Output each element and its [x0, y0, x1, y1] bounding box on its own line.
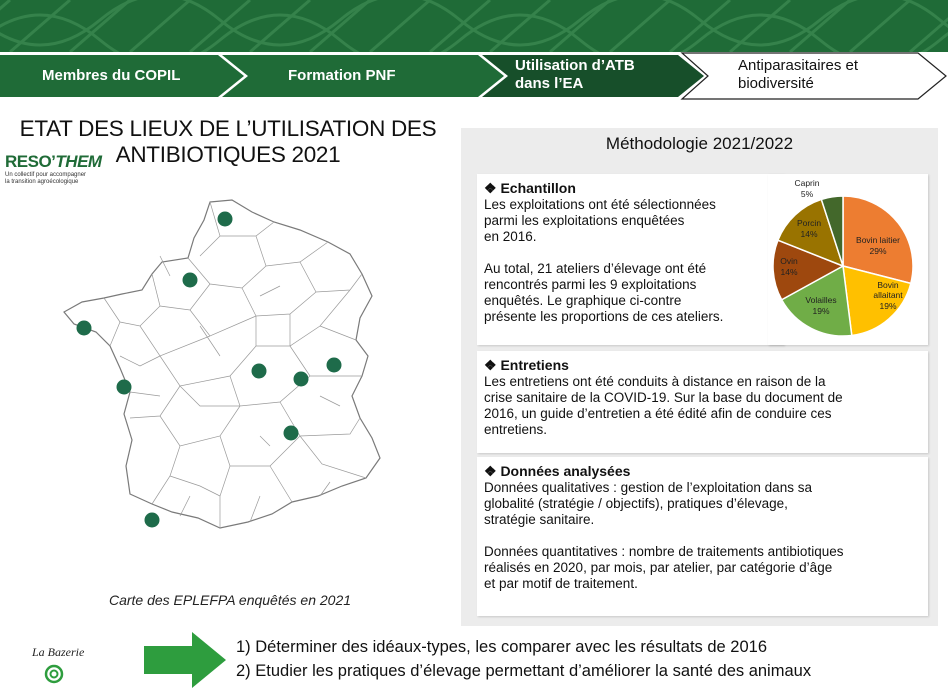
resothem-tagline-2: la transition agroécologique [5, 179, 79, 185]
map-pin [218, 212, 233, 227]
tab-membres-copil[interactable]: Membres du COPIL [42, 67, 181, 84]
donnees-text-4: Données quantitatives : nombre de traitements antibiotiques [484, 544, 844, 559]
pie-label-bovin-allaitant-1: Bovin [877, 280, 899, 290]
entretiens-text-2: crise sanitaire de la COVID-19. Sur la base du document de [484, 390, 843, 405]
entretiens-heading: ❖ Entretiens [484, 357, 569, 373]
arrow-right-icon [142, 630, 232, 690]
map-pin [294, 372, 309, 387]
tab-utilisation-atb-line2: dans l’EA [515, 75, 584, 92]
resothem-name-b: THEM [55, 152, 102, 171]
pie-label-ovin: Ovin [780, 256, 798, 266]
donnees-text-5: réalisés en 2020, par mois, par atelier, par catégorie d’âge [484, 560, 833, 575]
pie-value-volailles: 19% [812, 306, 830, 316]
resothem-logo-text [5, 152, 102, 172]
pie-value-bovin-laitier: 29% [869, 246, 887, 256]
top-banner [0, 0, 948, 52]
donnees-text-6: et par motif de traitement. [484, 576, 638, 591]
echantillon-text-3: en 2016. [484, 229, 537, 244]
pie-label-porcin: Porcin [796, 218, 822, 228]
la-bazerie-logo [30, 640, 90, 693]
tab-antiparasitaires-line2: biodiversité [738, 75, 814, 92]
map-caption: Carte des EPLEFPA enquêtés en 2021 [108, 592, 352, 608]
pie-label-bovin-laitier: Bovin laitier [856, 235, 900, 245]
donnees-heading: ❖ Données analysées [484, 463, 631, 479]
conclusion-1: 1) Déterminer des idéaux-types, les comparer avec les résultats de 2016 [236, 638, 768, 656]
banner-pattern [0, 0, 948, 52]
methodology-title: Méthodologie 2021/2022 [605, 134, 794, 153]
resothem-tagline-1: Un collectif pour accompagner [5, 172, 87, 178]
france-map-svg [60, 196, 400, 541]
pie-value-caprin: 5% [800, 189, 814, 199]
map-pin [327, 358, 342, 373]
pie-slices [773, 196, 913, 336]
tab-utilisation-atb[interactable] [515, 57, 635, 93]
echantillon-text-6: enquêtés. Le graphique ci-contre [484, 293, 682, 308]
spiral-icon [46, 666, 62, 682]
resothem-logo [5, 152, 102, 186]
spiral-icon-inner [51, 671, 58, 678]
entretiens-text-4: entretiens. [484, 422, 548, 437]
echantillon-text-1: Les exploitations ont été sélectionnées [484, 197, 716, 212]
tab-antiparasitaires-line1: Antiparasitaires et [738, 57, 859, 74]
pie-label-volailles: Volailles [805, 295, 837, 305]
france-map [60, 196, 400, 541]
entretiens-text-1: Les entretiens ont été conduits à distance en raison de la [484, 374, 826, 389]
echantillon-text-7: présente les proportions de ces ateliers. [484, 309, 724, 324]
tab-utilisation-atb-line1: Utilisation d’ATB [515, 57, 635, 74]
echantillon-box [477, 174, 784, 345]
resothem-tagline [5, 172, 95, 186]
map-pin [145, 513, 160, 528]
conclusion-2: 2) Etudier les pratiques d’élevage permettant d’améliorer la santé des animaux [236, 662, 812, 680]
map-pin [284, 426, 299, 441]
donnees-text-1: Données qualitatives : gestion de l’exploitation dans sa [484, 480, 812, 495]
pie-label-bovin-allaitant-2: allaitant [873, 290, 903, 300]
donnees-text-3: stratégie sanitaire. [484, 512, 595, 527]
echantillon-text-5: rencontrés parmi les 9 exploitations [484, 277, 697, 292]
la-bazerie-logo-text: La Bazerie [32, 645, 85, 659]
map-pin [183, 273, 198, 288]
pie-value-porcin: 14% [800, 229, 818, 239]
la-bazerie-logo-svg [30, 640, 90, 688]
tab-antiparasitaires[interactable] [738, 57, 858, 93]
entretiens-box [477, 351, 928, 453]
resothem-name-a: RESO’ [5, 152, 56, 171]
page-title-line2: ANTIBIOTIQUES 2021 [115, 142, 341, 167]
echantillon-text-2: parmi les exploitations enquêtées [484, 213, 685, 228]
donnees-box [477, 457, 928, 616]
map-pin [252, 364, 267, 379]
donnees-text-2: globalité (stratégie / objectifs), pratiques d’élevage, [484, 496, 788, 511]
echantillon-text-4: Au total, 21 ateliers d’élevage ont été [484, 261, 707, 276]
map-pin [77, 321, 92, 336]
page-title-line1: ETAT DES LIEUX DE L’UTILISATION DES [19, 116, 437, 141]
map-pin [117, 380, 132, 395]
echantillon-heading: ❖ Echantillon [484, 180, 576, 196]
pie-label-caprin: Caprin [794, 178, 820, 188]
pie-value-bovin-allaitant: 19% [879, 301, 897, 311]
tab-formation-pnf[interactable]: Formation PNF [288, 67, 396, 84]
entretiens-text-3: 2016, un guide d’entretien a été édité afin de conduire ces [484, 406, 832, 421]
pie-value-ovin: 14% [780, 267, 798, 277]
atelier-pie-chart [765, 176, 925, 340]
nav-bar [0, 52, 948, 100]
